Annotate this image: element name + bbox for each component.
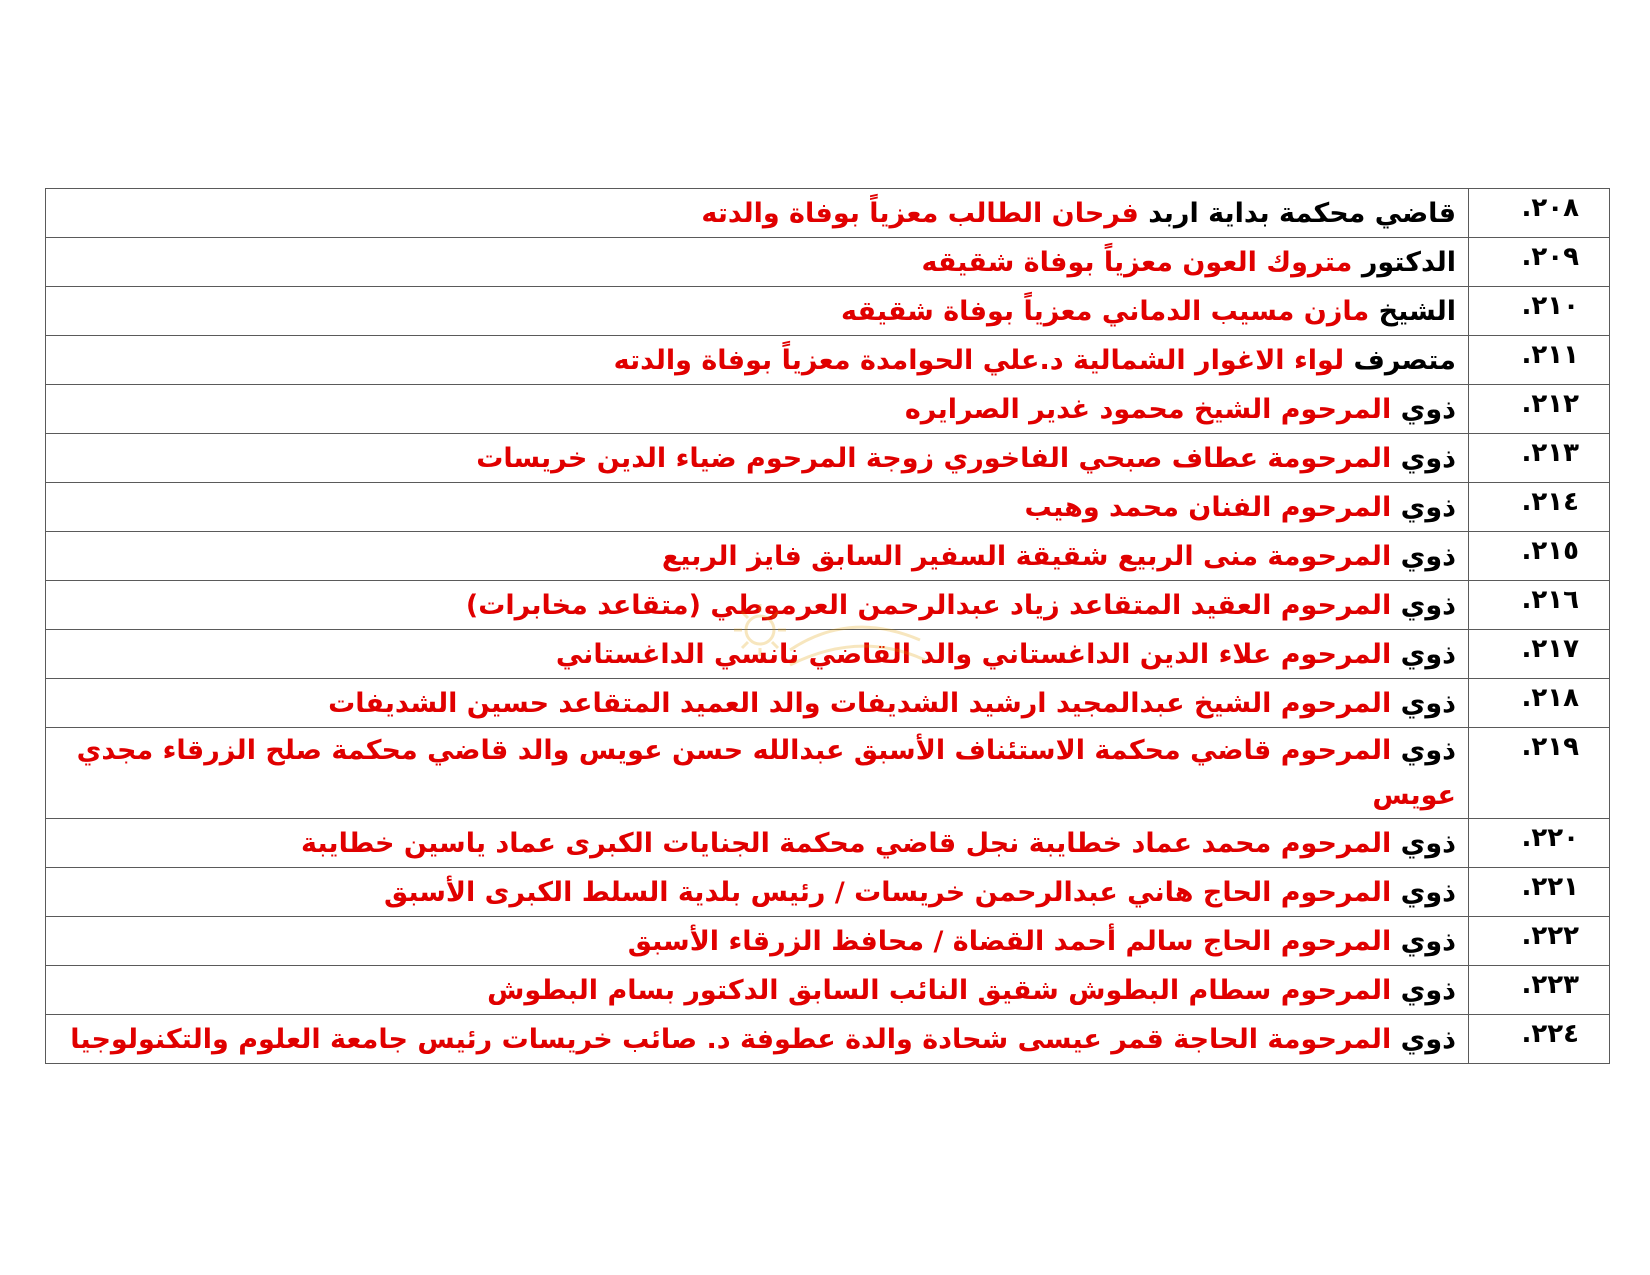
row-text-rest: المرحوم الشيخ محمود غدير الصرايره bbox=[904, 393, 1401, 425]
table-row bbox=[46, 238, 1610, 287]
row-text bbox=[46, 1015, 1469, 1064]
row-text-prefix: ذوي bbox=[1400, 442, 1456, 474]
row-text bbox=[46, 434, 1469, 483]
row-text-prefix: ذوي bbox=[1400, 827, 1456, 859]
row-text-prefix: الدكتور bbox=[1361, 246, 1456, 278]
table-row bbox=[46, 483, 1610, 532]
row-text bbox=[46, 532, 1469, 581]
row-text-prefix: ذوي bbox=[1400, 393, 1456, 425]
row-text-prefix: ذوي bbox=[1400, 925, 1456, 957]
row-text-rest: المرحوم سطام البطوش شقيق النائب السابق الدكتور بسام البطوش bbox=[487, 974, 1401, 1006]
condolence-table-body bbox=[46, 189, 1610, 1064]
table-row bbox=[46, 385, 1610, 434]
row-text-prefix: قاضي محكمة بداية اربد bbox=[1148, 197, 1456, 229]
row-text-rest: المرحوم الحاج هاني عبدالرحمن خريسات / رئيس بلدية السلط الكبرى الأسبق bbox=[384, 876, 1401, 908]
row-text-prefix: الشيخ bbox=[1378, 295, 1456, 327]
row-text-rest: المرحومة الحاجة قمر عيسى شحادة والدة عطوفة د. صائب خريسات رئيس جامعة العلوم والتكنولوجيا bbox=[70, 1023, 1401, 1055]
table-row bbox=[46, 189, 1610, 238]
row-number: ٢٢١. bbox=[1469, 868, 1610, 917]
table-row bbox=[46, 679, 1610, 728]
row-text-rest: مازن مسيب الدماني معزياً بوفاة شقيقه bbox=[841, 295, 1379, 327]
row-text-prefix: ذوي bbox=[1400, 687, 1456, 719]
table-row bbox=[46, 868, 1610, 917]
row-text-rest: لواء الاغوار الشمالية د.علي الحوامدة معزياً بوفاة والدته bbox=[613, 344, 1354, 376]
row-text-prefix: متصرف bbox=[1353, 344, 1456, 376]
row-text-rest: المرحوم الحاج سالم أحمد القضاة / محافظ الزرقاء الأسبق bbox=[627, 925, 1401, 957]
row-text-rest: المرحوم قاضي محكمة الاستئناف الأسبق عبدالله حسن عويس والد قاضي محكمة صلح الزرقاء مجدي عويس bbox=[76, 735, 1456, 811]
row-text-prefix: ذوي bbox=[1400, 589, 1456, 621]
row-text bbox=[46, 630, 1469, 679]
row-number: ٢٢٣. bbox=[1469, 966, 1610, 1015]
table-row bbox=[46, 581, 1610, 630]
row-text bbox=[46, 483, 1469, 532]
row-number: ٢١٧. bbox=[1469, 630, 1610, 679]
row-number: ٢١٣. bbox=[1469, 434, 1610, 483]
row-text-rest: المرحوم علاء الدين الداغستاني والد القاضي نانسي الداغستاني bbox=[555, 638, 1401, 670]
row-text bbox=[46, 238, 1469, 287]
row-number: ٢١٢. bbox=[1469, 385, 1610, 434]
table-row bbox=[46, 434, 1610, 483]
row-number: ٢١١. bbox=[1469, 336, 1610, 385]
row-text bbox=[46, 917, 1469, 966]
row-text-rest: المرحومة عطاف صبحي الفاخوري زوجة المرحوم ضياء الدين خريسات bbox=[476, 442, 1401, 474]
table-row bbox=[46, 532, 1610, 581]
row-text bbox=[46, 966, 1469, 1015]
row-number: ٢١٥. bbox=[1469, 532, 1610, 581]
row-text bbox=[46, 189, 1469, 238]
row-text bbox=[46, 819, 1469, 868]
table-row bbox=[46, 819, 1610, 868]
table-row bbox=[46, 917, 1610, 966]
table-row bbox=[46, 630, 1610, 679]
row-text-rest: المرحوم الشيخ عبدالمجيد ارشيد الشديفات والد العميد المتقاعد حسين الشديفات bbox=[328, 687, 1401, 719]
row-text-prefix: ذوي bbox=[1400, 1023, 1456, 1055]
row-text-prefix: ذوي bbox=[1400, 540, 1456, 572]
row-number: ٢٠٩. bbox=[1469, 238, 1610, 287]
row-number: ٢١٤. bbox=[1469, 483, 1610, 532]
row-number: ٢٢٤. bbox=[1469, 1015, 1610, 1064]
table-row bbox=[46, 287, 1610, 336]
row-text bbox=[46, 728, 1469, 819]
row-text bbox=[46, 679, 1469, 728]
row-text-prefix: ذوي bbox=[1400, 876, 1456, 908]
row-number: ٢١٩. bbox=[1469, 728, 1610, 819]
row-text-rest: متروك العون معزياً بوفاة شقيقه bbox=[921, 246, 1362, 278]
row-text-rest: المرحوم الفنان محمد وهيب bbox=[1024, 491, 1401, 523]
row-text-prefix: ذوي bbox=[1400, 491, 1456, 523]
row-text-prefix: ذوي bbox=[1400, 974, 1456, 1006]
row-text bbox=[46, 385, 1469, 434]
row-number: ٢١٨. bbox=[1469, 679, 1610, 728]
row-text-rest: المرحومة منى الربيع شقيقة السفير السابق فايز الربيع bbox=[661, 540, 1401, 572]
table-row bbox=[46, 336, 1610, 385]
row-number: ٢١٦. bbox=[1469, 581, 1610, 630]
table-row bbox=[46, 1015, 1610, 1064]
row-text-rest: فرحان الطالب معزياً بوفاة والدته bbox=[701, 197, 1149, 229]
row-text-prefix: ذوي bbox=[1400, 735, 1456, 766]
row-number: ٢١٠. bbox=[1469, 287, 1610, 336]
table-row bbox=[46, 728, 1610, 819]
row-number: ٢٢٠. bbox=[1469, 819, 1610, 868]
row-text-prefix: ذوي bbox=[1400, 638, 1456, 670]
row-number: ٢٢٢. bbox=[1469, 917, 1610, 966]
row-text bbox=[46, 581, 1469, 630]
row-number: ٢٠٨. bbox=[1469, 189, 1610, 238]
table-row bbox=[46, 966, 1610, 1015]
row-text bbox=[46, 336, 1469, 385]
row-text bbox=[46, 287, 1469, 336]
row-text-rest: المرحوم محمد عماد خطايبة نجل قاضي محكمة الجنايات الكبرى عماد ياسين خطايبة bbox=[301, 827, 1401, 859]
condolence-table bbox=[45, 188, 1610, 1064]
row-text-rest: المرحوم العقيد المتقاعد زياد عبدالرحمن العرموطي (متقاعد مخابرات) bbox=[465, 589, 1401, 621]
row-text bbox=[46, 868, 1469, 917]
